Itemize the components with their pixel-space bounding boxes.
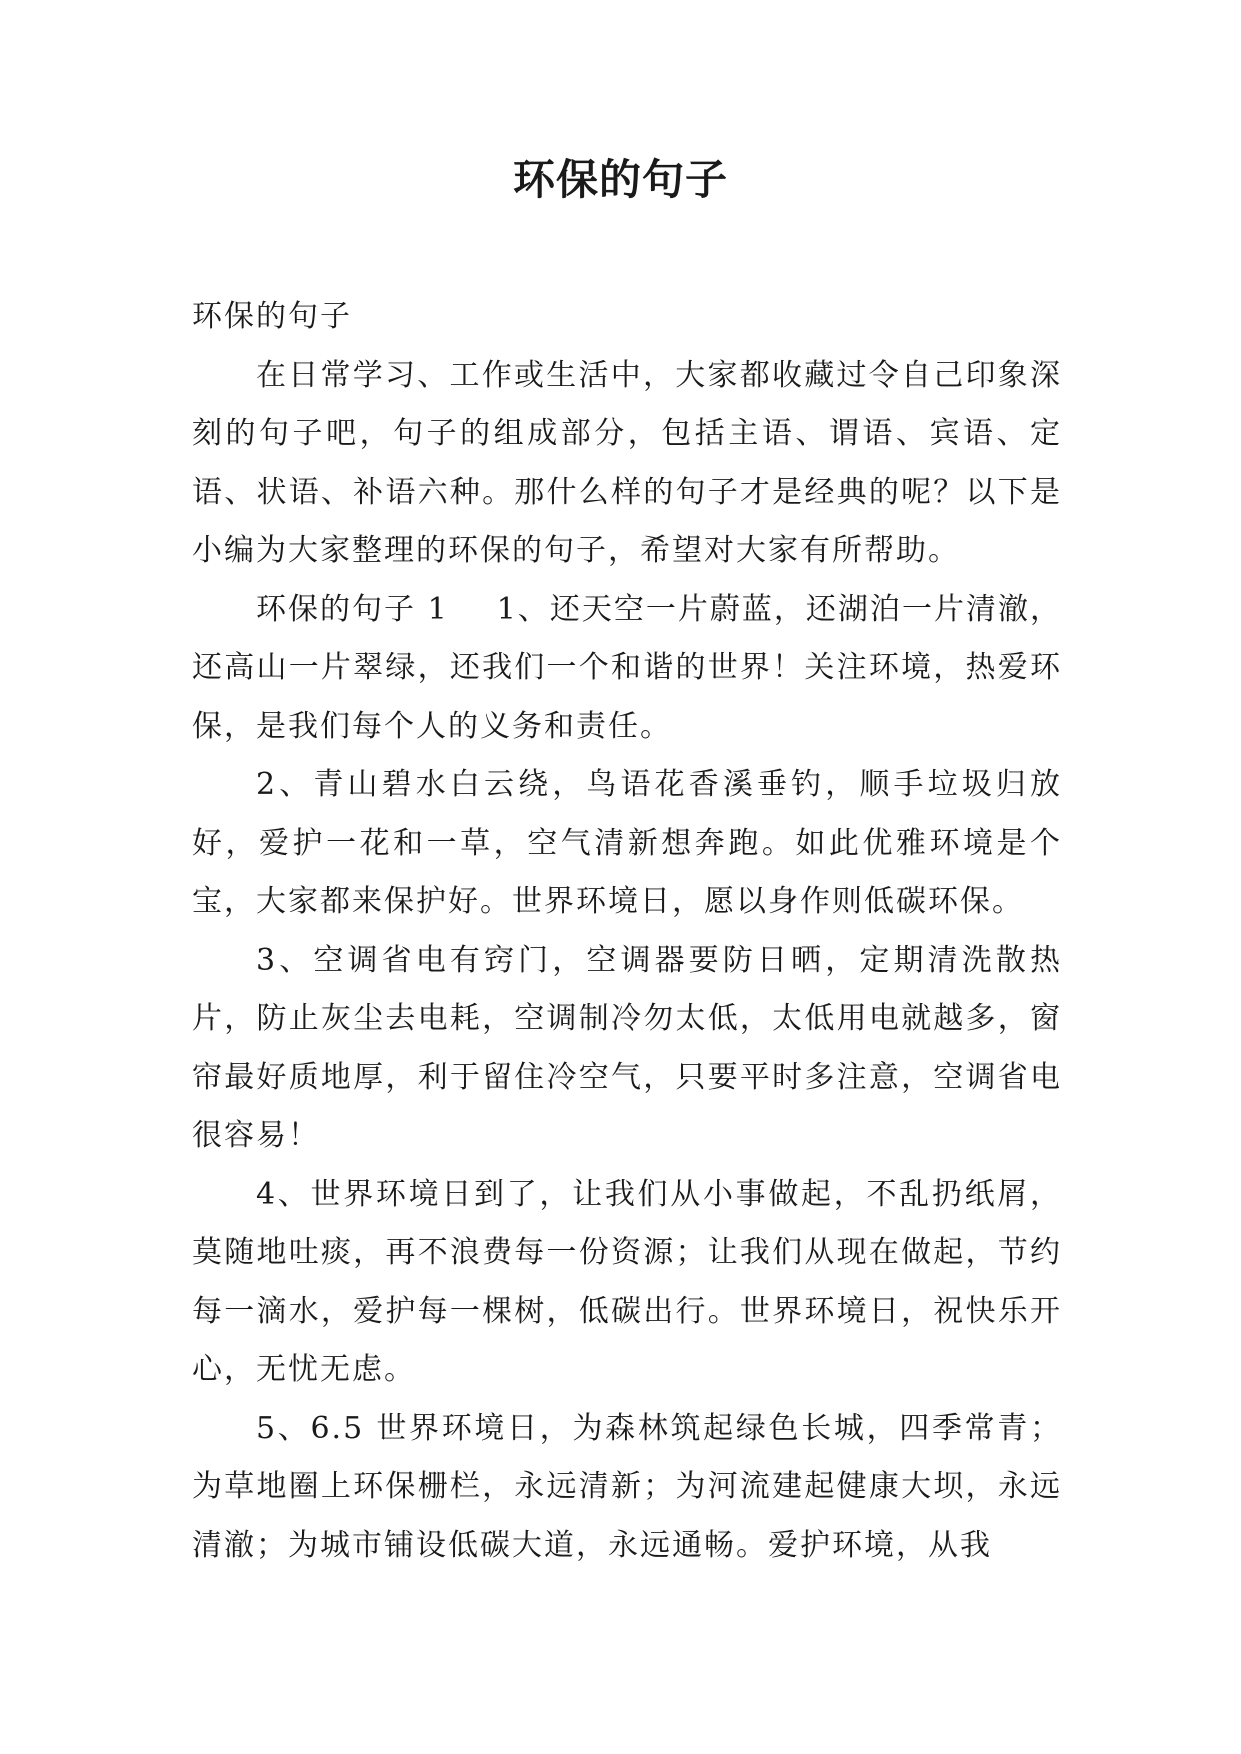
document-body bbox=[192, 288, 1062, 1575]
sentence-paragraph-5: 5、6.5 世界环境日，为森林筑起绿色长城，四季常青；为草地圈上环保栅栏，永远清新；为河流建起健康大坝，永远清澈；为城市铺设低碳大道，永远通畅。爱护环境，从我 bbox=[192, 1410, 1062, 1563]
intro-paragraph: 在日常学习、工作或生活中，大家都收藏过令自己印象深刻的句子吧，句子的组成部分，包括主语、谓语、宾语、定语、状语、补语六种。那什么样的句子才是经典的呢？以下是小编为大家整理的环保的句子，希望对大家有所帮助。 bbox=[192, 357, 1062, 568]
sentence-text: 1、还天空一片蔚蓝，还湖泊一片清澈，还高山一片翠绿，还我们一个和谐的世界！关注环境，热爱环保，是我们每个人的义务和责任。 bbox=[192, 591, 1062, 744]
sentence-paragraph-2: 2、青山碧水白云绕，鸟语花香溪垂钓，顺手垃圾归放好，爱护一花和一草，空气清新想奔跑。如此优雅环境是个宝，大家都来保护好。世界环境日，愿以身作则低碳环保。 bbox=[192, 767, 1062, 919]
document-title: 环保的句子 bbox=[512, 155, 728, 204]
sentence-paragraph-1 bbox=[192, 581, 1062, 757]
subtitle: 环保的句子 bbox=[192, 299, 352, 334]
sentence-paragraph-4: 4、世界环境日到了，让我们从小事做起，不乱扔纸屑，莫随地吐痰，再不浪费每一份资源；让我们从现在做起，节约每一滴水，爱护每一棵树，低碳出行。世界环境日，祝快乐开心，无忧无虑。 bbox=[192, 1176, 1062, 1387]
sentence-paragraph-3: 3、空调省电有窍门，空调器要防日晒，定期清洗散热片，防止灰尘去电耗，空调制冷勿太低，太低用电就越多，窗帘最好质地厚，利于留住冷空气，只要平时多注意，空调省电很容易！ bbox=[192, 942, 1062, 1153]
section-heading: 环保的句子 1 bbox=[256, 591, 449, 627]
